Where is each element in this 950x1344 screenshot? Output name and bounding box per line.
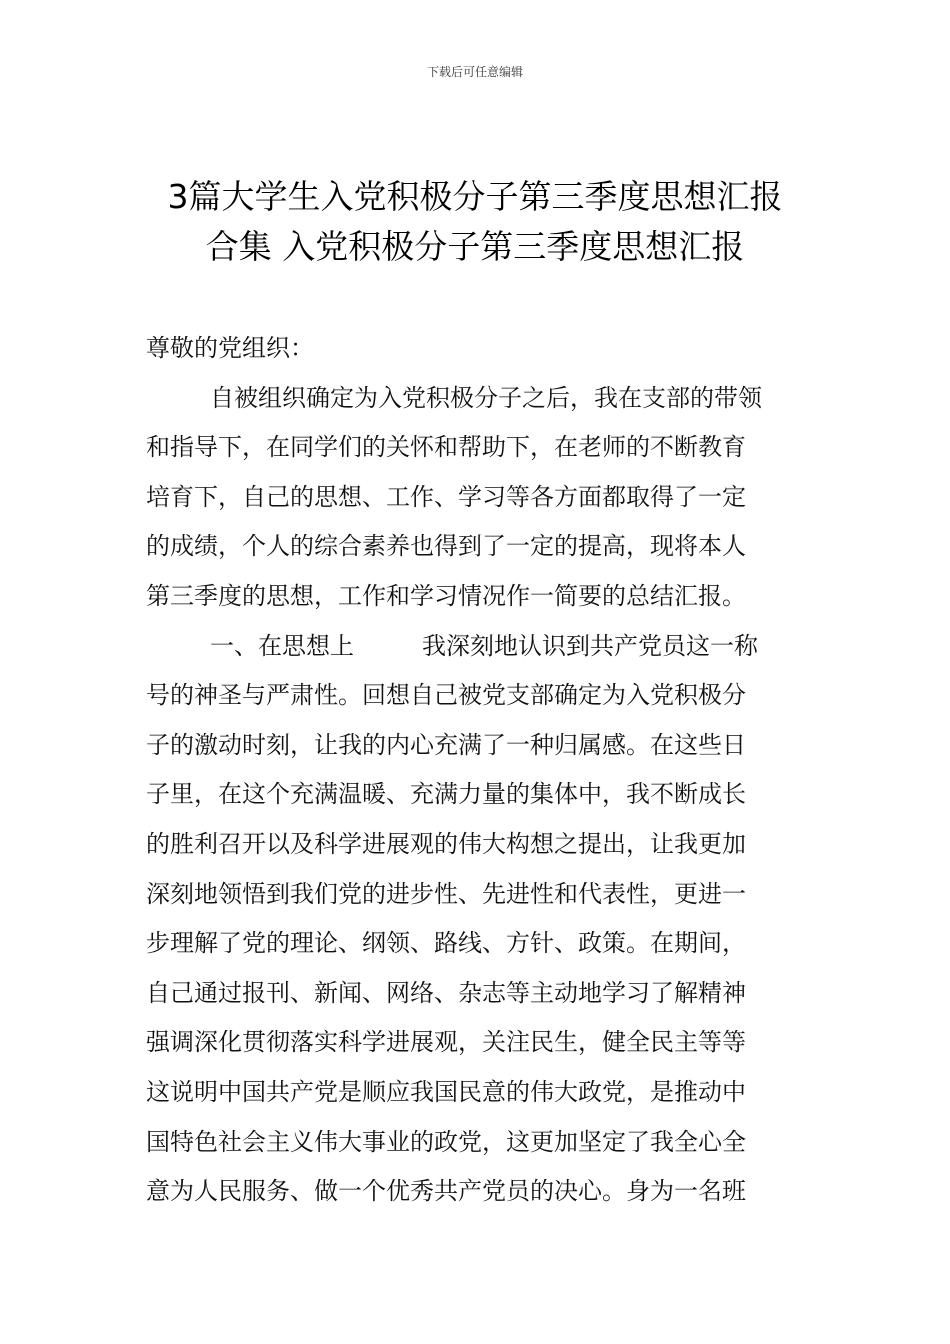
paragraph-line: 子的激动时刻，让我的内心充满了一种归属感。在这些日	[146, 730, 746, 759]
section-first-line	[146, 622, 808, 672]
paragraph-intro	[146, 374, 808, 622]
paragraph-line: 深刻地领悟到我们党的进步性、先进性和代表性，更进一	[146, 879, 746, 908]
paragraph-line: 的成绩，个人的综合素养也得到了一定的提高，现将本人	[146, 532, 746, 561]
section-heading: 一、在思想上	[210, 631, 354, 660]
paragraph-line: 的胜利召开以及科学进展观的伟大构想之提出，让我更加	[146, 829, 746, 858]
paragraph-line: 这说明中国共产党是顺应我国民意的伟大政党，是推动中	[146, 1077, 746, 1106]
paragraph-line: 自被组织确定为入党积极分子之后，我在支部的带领	[210, 383, 762, 412]
salutation: 尊敬的党组织：	[146, 334, 314, 362]
paragraph-line: 第三季度的思想，工作和学习情况作一简要的总结汇报。	[146, 581, 746, 610]
paragraph-line: 和指导下，在同学们的关怀和帮助下，在老师的不断教育	[146, 433, 746, 462]
paragraph-line: 国特色社会主义伟大事业的政党，这更加坚定了我全心全	[146, 1127, 746, 1156]
paragraph-line: 子里，在这个充满温暖、充满力量的集体中，我不断成长	[146, 780, 746, 809]
paragraph-line: 意为人民服务、做一个优秀共产党员的决心。身为一名班	[146, 1177, 746, 1206]
paragraph-line: 培育下，自己的思想、工作、学习等各方面都取得了一定	[146, 482, 746, 511]
document-body	[146, 324, 808, 1217]
paragraph-line: 步理解了党的理论、纲领、路线、方针、政策。在期间，	[146, 929, 746, 958]
section-thought	[146, 622, 808, 1217]
document-title	[0, 172, 950, 272]
section-first-line-text: 我深刻地认识到共产党员这一称	[422, 631, 758, 660]
page-header-note: 下载后可任意编辑	[426, 65, 523, 79]
document-title-line-1: 3篇大学生入党积极分子第三季度思想汇报	[167, 177, 783, 216]
paragraph-line: 自己通过报刊、新闻、网络、杂志等主动地学习了解精神	[146, 978, 746, 1007]
document-title-line-2: 合集 入党积极分子第三季度思想汇报	[205, 227, 745, 266]
paragraph-line: 号的神圣与严肃性。回想自己被党支部确定为入党积极分	[146, 681, 746, 710]
paragraph-line: 强调深化贯彻落实科学进展观，关注民生，健全民主等等	[146, 1028, 746, 1057]
